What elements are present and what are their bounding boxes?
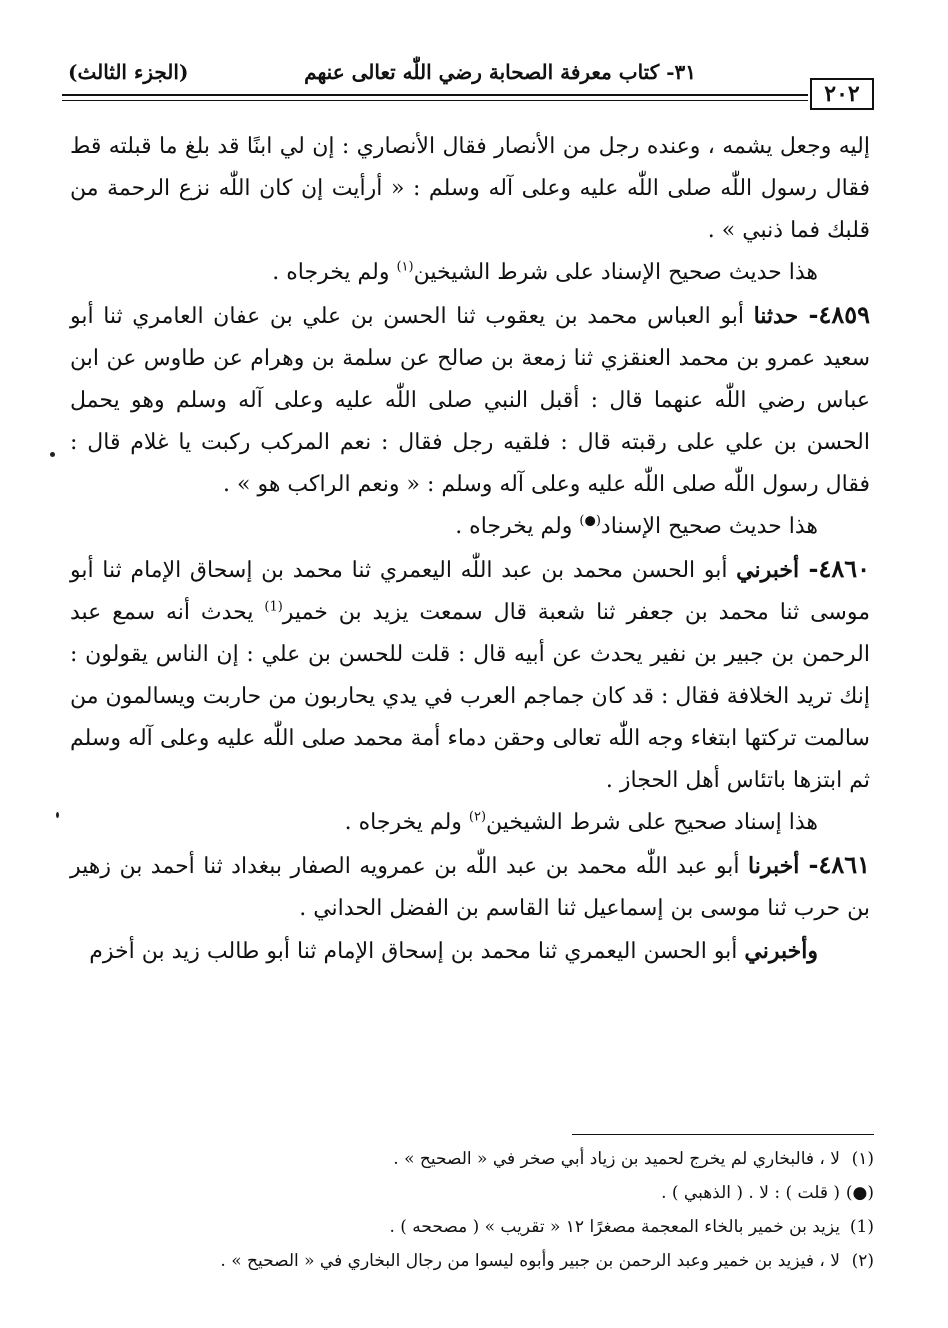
paragraph-text: إليه وجعل يشمه ، وعنده رجل من الأنصار فقال الأنصاري : إن لي ابنًا قد بلغ ما قبلته قط فقال رسول اللّٰه صلى اللّٰه عليه وعلى آله وسلم : « أرأيت إن كان اللّٰه نزع الرحمة من قلبك فما ذنبي » . bbox=[70, 134, 870, 243]
grading-text: هذا إسناد صحيح على شرط الشيخين bbox=[486, 810, 818, 835]
hadith-4859 bbox=[70, 294, 870, 506]
hadith-number: ٤٨٦١- bbox=[808, 850, 870, 879]
scan-speck bbox=[50, 452, 55, 457]
footnote-marker: (١) bbox=[851, 1149, 874, 1169]
footnote-item bbox=[94, 1142, 874, 1176]
grading-note bbox=[70, 506, 870, 548]
hadith-4861 bbox=[70, 844, 870, 930]
footnote-ref: (●) bbox=[579, 513, 601, 529]
header-rule bbox=[62, 94, 808, 96]
footnote-item bbox=[94, 1176, 874, 1210]
chapter-title: ٣١- كتاب معرفة الصحابة رضي اللّٰه تعالى عنهم bbox=[304, 60, 696, 84]
hadith-text: أبو الحسن اليعمري ثنا محمد بن إسحاق الإمام ثنا أبو طالب زيد بن أخزم bbox=[89, 939, 745, 964]
grading-note bbox=[70, 802, 870, 844]
footnote-marker: (●) bbox=[845, 1183, 874, 1203]
grading-text-end: ولم يخرجاه . bbox=[344, 810, 469, 835]
paragraph-continuation bbox=[70, 126, 870, 252]
footnote-text: ( قلت ) : لا . ( الذهبي ) . bbox=[661, 1183, 840, 1203]
grading-note bbox=[70, 252, 870, 294]
header-rule-thin bbox=[62, 100, 808, 101]
scan-speck bbox=[56, 812, 59, 818]
page-number: ٢٠٢ bbox=[810, 78, 874, 110]
footnotes bbox=[94, 1142, 874, 1278]
grading-text: هذا حديث صحيح الإسناد bbox=[600, 514, 818, 539]
hadith-lead-word: أخبرنا bbox=[748, 853, 809, 879]
hadith-lead-word: أخبرني bbox=[736, 557, 809, 583]
hadith-4860 bbox=[70, 548, 870, 802]
hadith-4861-second-chain bbox=[70, 930, 870, 973]
footnote-text: يزيد بن خمير بالخاء المعجمة مصغرًا ١٢ « تقريب » ( مصححه ) . bbox=[389, 1217, 840, 1237]
hadith-number: ٤٨٥٩- bbox=[808, 300, 870, 329]
hadith-text: أبو العباس محمد بن يعقوب ثنا الحسن بن علي بن عفان العامري ثنا أبو سعيد عمرو بن محمد العنقزي ثنا زمعة بن صالح عن سلمة بن وهرام عن طاوس عن ابن عباس رضي اللّٰه عنهما قال : أقبل النبي صلى اللّٰه عليه وعلى آله وسلم وهو يحمل الحسن بن علي على رقبته قال : فلقيه رجل فقال : نعم المركب ركبت يا غلام قال : فقال رسول اللّٰه صلى اللّٰه عليه وعلى آله وسلم : « ونعم الراكب هو » . bbox=[70, 304, 870, 497]
grading-text-end: ولم يخرجاه . bbox=[455, 514, 580, 539]
main-text bbox=[70, 126, 870, 973]
footnote-item bbox=[94, 1210, 874, 1244]
footnote-marker: (1) bbox=[849, 1217, 874, 1237]
footnote-ref: (1) bbox=[264, 599, 283, 615]
footnote-text: لا ، فيزيد بن خمير وعبد الرحمن بن جبير وأبوه ليسوا من رجال البخاري في « الصحيح » . bbox=[220, 1251, 840, 1271]
footnote-ref: (٢) bbox=[468, 809, 487, 825]
hadith-text: أبو الحسن محمد بن عبد اللّٰه اليعمري ثنا محمد بن إسحاق الإمام ثنا أبو موسى ثنا محمد بن جعفر ثنا شعبة قال سمعت يزيد بن خمير bbox=[70, 558, 871, 625]
grading-text-end: ولم يخرجاه . bbox=[272, 260, 397, 285]
footnote-text: لا ، فالبخاري لم يخرج لحميد بن زياد أبي صخر في « الصحيح » . bbox=[393, 1149, 840, 1169]
page-header bbox=[62, 56, 874, 114]
footnote-ref: (١) bbox=[396, 259, 414, 275]
hadith-text-continued: يحدث أنه سمع عبد الرحمن بن جبير بن نفير يحدث عن أبيه قال : قلت للحسن بن علي : إن الناس يقولون : إنك تريد الخلافة فقال : قد كان جماجم العرب في يدي يحاربون من حاربت ويسالمون من سالمت تركتها ابتغاء وجه اللّٰه تعالى وحقن دماء أمة محمد صلى اللّٰه عليه وعلى آله وسلم ثم ابتزها باتئاس أهل الحجاز . bbox=[70, 600, 870, 793]
volume-label: (الجزء الثالث) bbox=[68, 60, 189, 84]
footnote-marker: (٢) bbox=[851, 1251, 874, 1271]
hadith-number: ٤٨٦٠- bbox=[808, 554, 870, 583]
hadith-text: أبو عبد اللّٰه محمد بن عبد اللّٰه بن عمرويه الصفار ببغداد ثنا أحمد بن زهير بن حرب ثنا موسى بن إسماعيل ثنا القاسم بن الفضل الحداني . bbox=[70, 854, 870, 921]
footnote-separator bbox=[572, 1134, 874, 1135]
hadith-lead-word: وأخبرني bbox=[744, 938, 818, 964]
hadith-lead-word: حدثنا bbox=[753, 303, 809, 329]
grading-text: هذا حديث صحيح الإسناد على شرط الشيخين bbox=[413, 260, 818, 285]
footnote-item bbox=[94, 1244, 874, 1278]
